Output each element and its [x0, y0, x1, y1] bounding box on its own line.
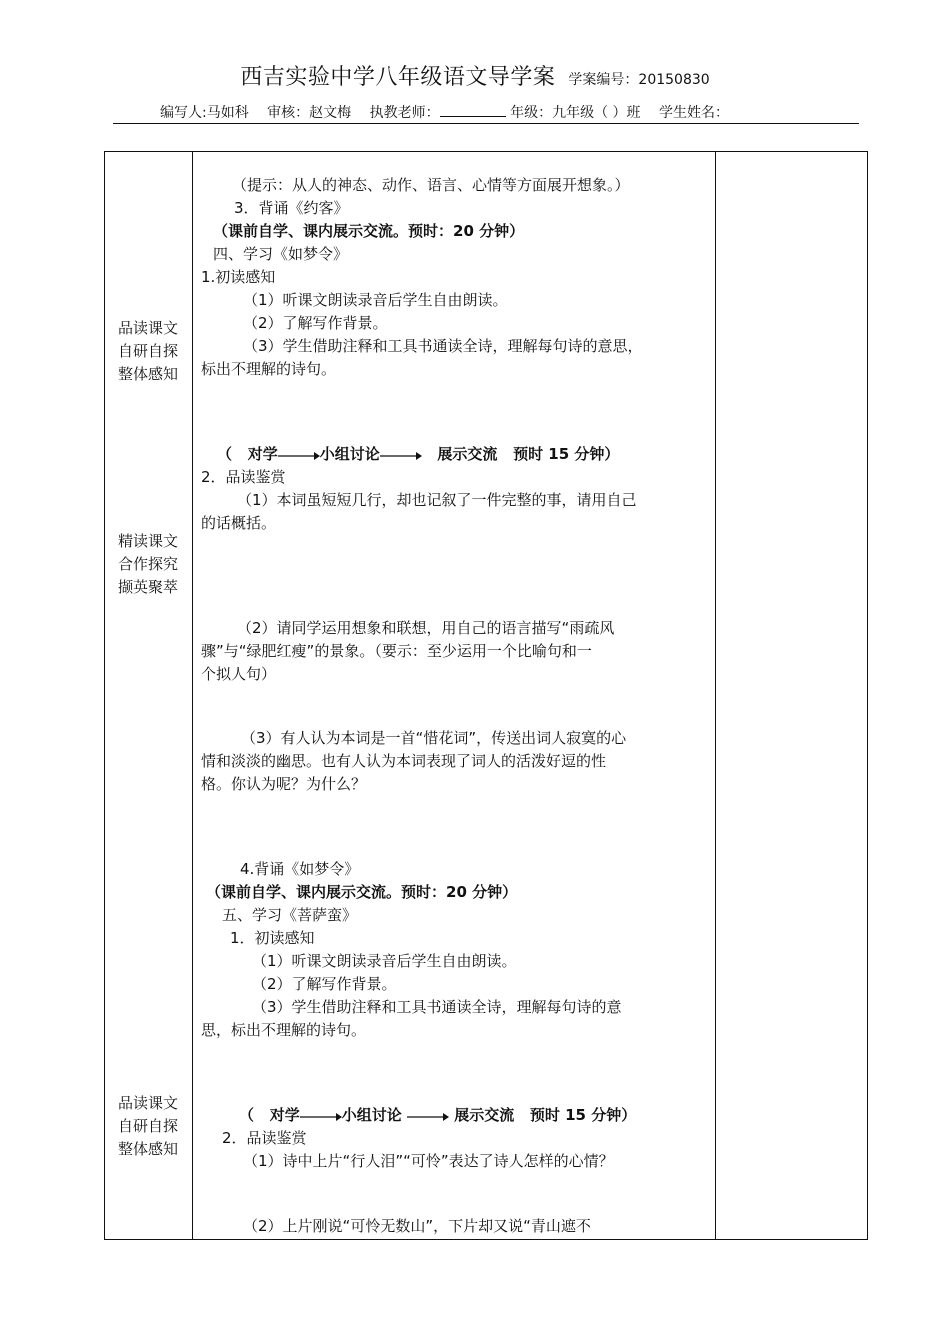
- section-label-1: 品读课文 自研自探 整体感知: [117, 319, 178, 383]
- document-title: [0, 60, 950, 91]
- arrow-icon: [300, 1111, 342, 1121]
- lesson-table: [104, 151, 868, 1240]
- appreciate-heading-1: 2．品读鉴赏: [201, 468, 286, 486]
- a2-line-2: 骤”与“绿肥红瘦”的景象。（要示：至少运用一个比喻句和一: [201, 642, 592, 660]
- time-note-1: （课前自学、课内展示交流。预时：20 分钟）: [213, 222, 525, 240]
- section-label-2: 精读课文 合作探究 撷英聚萃: [117, 532, 178, 596]
- arrow-icon: [407, 1111, 449, 1121]
- student-field: 学生姓名：: [658, 105, 729, 121]
- s5-question-1: （1）听课文朗读录音后学生自由朗读。: [252, 952, 517, 970]
- writer-field: 编写人:马如科: [160, 105, 249, 121]
- a1-line-2: 的话概括。: [201, 514, 277, 532]
- s5-question-3: （3）学生借助注释和工具书通读全诗，理解每句诗的意: [252, 998, 622, 1016]
- b1-line: （1）诗中上片“行人泪”“可怜”表达了诗人怎样的心情？: [243, 1152, 614, 1170]
- s4-question-3-cont: 标出不理解的诗句。: [201, 360, 337, 378]
- arrow-icon: [380, 450, 422, 460]
- document-info-line: [160, 102, 743, 122]
- a3-line-1: （3）有人认为本词是一首“惜花词”，传送出词人寂寞的心: [241, 729, 627, 747]
- column-divider-right: [715, 151, 716, 1240]
- grade-field: 年级：九年级（ ）班: [510, 105, 641, 121]
- flow-line-2: （ 对学 小组讨论 展示交流 预时 15 分钟）: [239, 1106, 637, 1124]
- header-rule: [113, 123, 859, 124]
- column-divider-left: [192, 151, 193, 1240]
- s4-question-2: （2）了解写作背景。: [243, 314, 388, 332]
- section-4-heading: 四、学习《如梦令》: [213, 245, 349, 263]
- arrow-icon: [278, 450, 320, 460]
- time-note-2: （课前自学、课内展示交流。预时：20 分钟）: [206, 883, 518, 901]
- s5-question-2: （2）了解写作背景。: [252, 975, 397, 993]
- a3-line-3: 格。你认为呢？为什么？: [201, 775, 367, 793]
- recite-rumengling: 4.背诵《如梦令》: [240, 860, 360, 878]
- s4-question-3: （3）学生借助注释和工具书通读全诗，理解每句诗的意思，: [243, 337, 643, 355]
- reviewer-field: 审核：赵文梅: [267, 105, 352, 121]
- s5-question-3-cont: 思，标出不理解的诗句。: [201, 1021, 367, 1039]
- first-read-heading-1: 1.初读感知: [201, 268, 276, 286]
- hint-text: （提示：从人的神态、动作、语言、心情等方面展开想象。）: [232, 176, 630, 194]
- flow-line-1: （ 对学 小组讨论 展示交流 预时 15 分钟）: [217, 445, 620, 463]
- section-5-heading: 五、学习《菩萨蛮》: [222, 906, 358, 924]
- a2-line-1: （2）请同学运用想象和联想，用自己的语言描写“雨疏风: [237, 619, 615, 637]
- s4-question-1: （1）听课文朗读录音后学生自由朗读。: [243, 291, 508, 309]
- b2-line: （2）上片刚说“可怜无数山”，下片却又说“青山遮不: [243, 1217, 591, 1235]
- section-label-3: 品读课文 自研自探 整体感知: [117, 1094, 178, 1158]
- document-code: 学案编号：20150830: [568, 72, 710, 88]
- teacher-blank[interactable]: [440, 104, 506, 117]
- appreciate-heading-2: 2．品读鉴赏: [222, 1129, 307, 1147]
- document-title-text: 西吉实验中学八年级语文导学案: [240, 65, 556, 90]
- a1-line-1: （1）本词虽短短几行，却也记叙了一件完整的事，请用自己: [237, 491, 637, 509]
- a3-line-2: 情和淡淡的幽思。也有人认为本词表现了词人的活泼好逗的性: [201, 752, 607, 770]
- recite-yueke: 3．背诵《约客》: [234, 199, 349, 217]
- a2-line-3: 个拟人句）: [201, 665, 277, 683]
- teacher-field: 执教老师：: [369, 105, 440, 121]
- first-read-heading-2: 1．初读感知: [230, 929, 315, 947]
